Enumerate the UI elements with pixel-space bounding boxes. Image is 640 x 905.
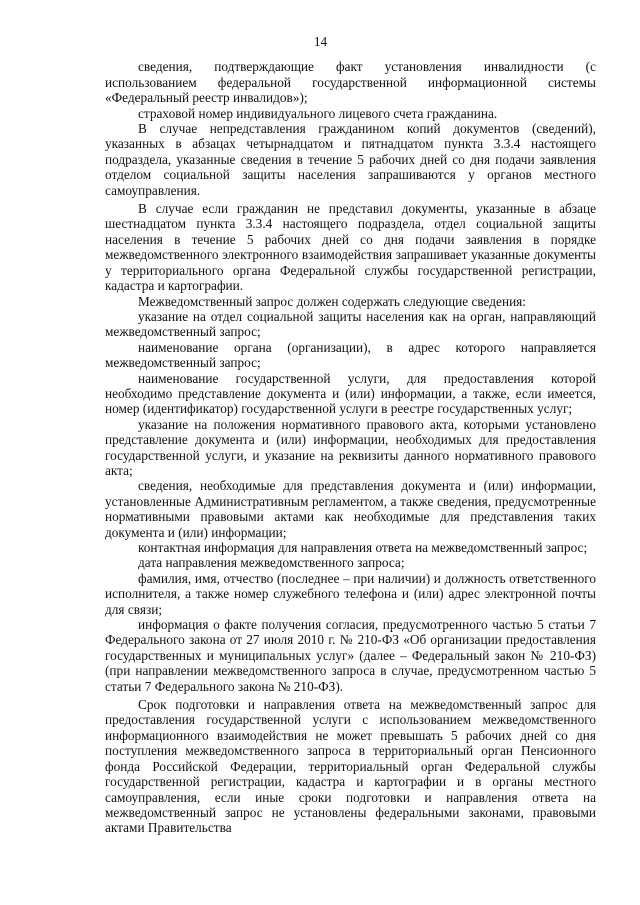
paragraph-7: наименование органа (организации), в адрес которого направляется межведомственный запрос; (105, 339, 596, 371)
paragraph-9: указание на положения нормативного правового акта, которыми установлено представление документа и (или) информации, необходимых для предоставления государственной услуги, и указание на реквизиты данного нормативного правового акта; (105, 416, 596, 478)
page-number: 14 (313, 34, 328, 49)
paragraph-4: В случае если гражданин не представил документы, указанные в абзаце шестнадцатом пункта 3.3.4 настоящего подраздела, отдел социальной защиты населения в течение 5 рабочих дней со дня подачи заявления в порядке межведомственного электронного взаимодействия запрашивает указанные документы у территориального органа Федеральной службы государственной регистрации, кадастра и картографии. (105, 201, 596, 294)
paragraph-1: сведения, подтверждающие факт установления инвалидности (с использованием федеральной государственной информационной системы «Федеральный реестр инвалидов»); (105, 59, 596, 106)
paragraph-5: Межведомственный запрос должен содержать следующие сведения: (138, 293, 526, 309)
paragraph-2: страховой номер индивидуального лицевого счета гражданина. (138, 105, 498, 121)
paragraph-8: наименование государственной услуги, для предоставления которой необходимо представление документа и (или) информации, а также, если имеется, номер (идентификатор) государственной услуги в реестре государственных услуг; (105, 370, 596, 417)
paragraph-12: дата направления межведомственного запроса; (138, 555, 405, 571)
paragraph-6: указание на отдел социальной защиты населения как на орган, направляющий межведомственный запрос; (105, 308, 596, 340)
paragraph-15: Срок подготовки и направления ответа на межведомственный запрос для предоставления государственной услуги с использованием межведомственного информационного взаимодействия не может превышать 5 рабочих дней со дня поступления межведомственного запроса в территориальный орган Пенсионного фонда Российской Федерации, территориальный орган Федеральной службы государственной регистрации, кадастра и картографии и в органы местного самоуправления, если иные сроки подготовки и направления ответа на межведомственный запрос не установлены федеральными законами, правовыми актами Правительства (105, 697, 596, 836)
paragraph-14: информация о факте получения согласия, предусмотренного частью 5 статьи 7 Федерального закона от 27 июля 2010 г. № 210-ФЗ «Об организации предоставления государственных и муниципальных услуг» (далее – Федеральный закон № 210-ФЗ) (при направлении межведомственного запроса в случае, предусмотренном частью 5 статьи 7 Федерального закона № 210-ФЗ). (105, 617, 596, 694)
paragraph-10: сведения, необходимые для представления документа и (или) информации, установленные Административным регламентом, а также сведения, предусмотренные нормативными правовыми актами как необходимые для представления таких документа и (или) информации; (105, 478, 596, 540)
paragraph-11: контактная информация для направления ответа на межведомственный запрос; (138, 540, 588, 555)
paragraph-13: фамилия, имя, отчество (последнее – при наличии) и должность ответственного исполнителя, а также номер служебного телефона и (или) адрес электронной почты для связи; (105, 570, 596, 617)
paragraph-3: В случае непредставления гражданином копий документов (сведений), указанных в абзацах четырнадцатом и пятнадцатом пункта 3.3.4 настоящего подраздела, указанные сведения в течение 5 рабочих дней со дня подачи заявления отделом социальной защиты населения запрашиваются у органов местного самоуправления. (105, 121, 596, 198)
